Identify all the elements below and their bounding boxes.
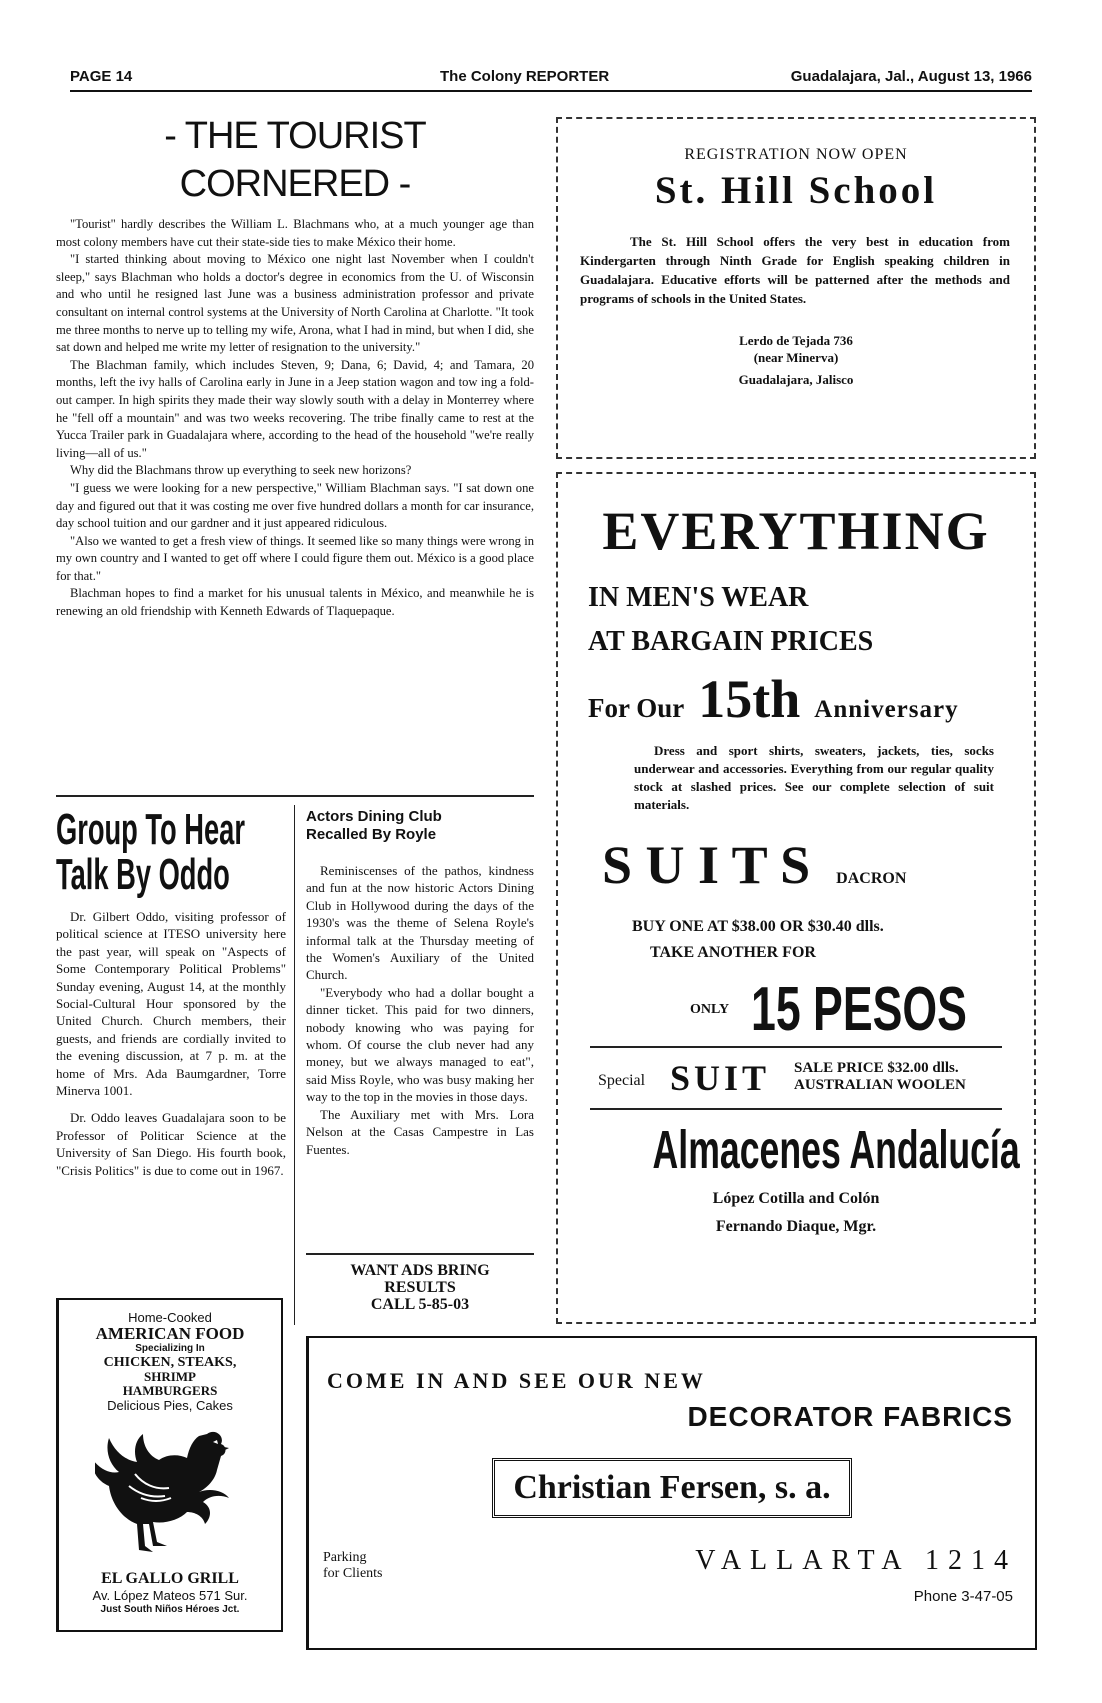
- anniversary-text: Anniversary: [814, 696, 959, 723]
- gallo-line: HAMBURGERS: [122, 1383, 218, 1398]
- oddo-headline-line: Talk By Oddo: [56, 850, 230, 899]
- australian-woolen-line: AUSTRALIAN WOOLEN: [794, 1077, 966, 1093]
- page-number: PAGE 14: [70, 68, 133, 85]
- gallo-address: Just South Niños Héroes Jct.: [100, 1604, 240, 1615]
- gallo-address: Av. López Mateos 571 Sur.: [92, 1588, 248, 1603]
- dateline: Guadalajara, Jal., August 13, 1966: [790, 68, 1032, 85]
- divider: [590, 1046, 1002, 1048]
- oddo-paragraph: Dr. Gilbert Oddo, visiting professor of political science at ITESO university here the past year, will speak on "Aspects of Some Contemporary Political Problems" Sunday evening, August 14, at the monthly Social-Cultural Hour sponsored by the United Church. Church members, their guests, and friends are cordially invited to the evening discussion, at 7 p. m. at the home of Mrs. Ada Baumgardner, Torre Minerva 1001.: [56, 909, 286, 1099]
- decorator-fabrics-line: DECORATOR FABRICS: [687, 1401, 1013, 1432]
- actors-headline-line: Recalled By Royle: [306, 826, 437, 843]
- tourist-paragraph: "I guess we were looking for a new perspective," William Blachman says. "I sat down one day and figured out that it was costing me over five hundred dollars a month for car insurance, day school tuition and our gardner and it just appeared ridiculous.: [56, 480, 534, 531]
- column-divider: [294, 805, 295, 1325]
- page-header: [70, 68, 1032, 92]
- school-address: (near Minerva): [753, 350, 839, 365]
- suit-heading: SUIT: [670, 1058, 771, 1098]
- actors-headline-line: Actors Dining Club: [306, 808, 442, 825]
- gallo-line: SHRIMP: [144, 1369, 196, 1384]
- fifteenth-text: 15th: [698, 669, 801, 729]
- andalucia-description: Dress and sport shirts, sweaters, jackets, ties, socks underwear and accessories. Everything from our regular quality stock at slashed prices. See our complete selection of suit materials.: [634, 743, 994, 812]
- divider: [590, 1108, 1002, 1110]
- everything-heading: EVERYTHING: [602, 501, 990, 561]
- oddo-article: [56, 805, 286, 1179]
- gallo-name: EL GALLO GRILL: [101, 1570, 239, 1587]
- newspaper-name: The Colony REPORTER: [440, 68, 610, 85]
- want-ads-line: WANT ADS BRING: [350, 1262, 490, 1279]
- registration-line: REGISTRATION NOW OPEN: [684, 146, 908, 163]
- for-our-text: For Our: [588, 693, 685, 723]
- actors-paragraph: The Auxiliary met with Mrs. Lora Nelson at the Casas Campestre in Las Fuentes.: [306, 1106, 534, 1157]
- take-another-line: TAKE ANOTHER FOR: [650, 944, 816, 961]
- want-ads-box: [306, 1262, 534, 1313]
- special-suit-line: [598, 1058, 1034, 1098]
- fersen-street: VALLARTA 1214: [695, 1545, 1017, 1576]
- only-label: ONLY: [690, 1002, 730, 1017]
- oddo-headline: [56, 805, 286, 900]
- parking-line: for Clients: [323, 1566, 383, 1581]
- gallo-line: AMERICAN FOOD: [95, 1324, 245, 1343]
- school-name: St. Hill School: [654, 169, 938, 212]
- tourist-paragraph: The Blachman family, which includes Steven, 9; Dana, 6; David, 4; and Tamara, 20 months, left the ivy halls of Carolina early in June in a Jeep station wagon and tow ing a fold-out camper. In high spirits they made their way slowly south with a delay in Monterrey where he "fell off a mountain" and was two weeks recovering. The tribe finally came to rest at the Yucca Trailer park in Guadalajara where, according to the head of the household "we're really living—all of us.": [56, 357, 534, 460]
- bargain-line: AT BARGAIN PRICES: [588, 626, 874, 657]
- fersen-phone: Phone 3-47-05: [913, 1588, 1013, 1605]
- want-ads-line: CALL 5-85-03: [370, 1296, 470, 1313]
- tourist-paragraph: "Tourist" hardly describes the William L. Blachmans who, at a much younger age than most colony members have cut their state-side ties to make México their home.: [56, 217, 534, 249]
- oddo-headline-line: Group To Hear: [56, 805, 245, 854]
- parking-line: Parking: [323, 1550, 367, 1565]
- school-description: The St. Hill School offers the very best in education from Kindergarten through Ninth Grade for English speaking children in Guadalajara. Educative efforts will be patterned after the methods and programs of schools in the United States.: [580, 234, 1010, 306]
- gallo-line: Delicious Pies, Cakes: [107, 1398, 233, 1413]
- pesos-heading: 15 PESOS: [751, 975, 968, 1044]
- tourist-headline: - THE TOURIST CORNERED -: [164, 115, 426, 205]
- rooster-icon: [95, 1424, 245, 1564]
- actors-paragraph: "Everybody who had a dollar bought a dinner ticket. This paid for two dinners, nobody knowing who was paying for whom. Of course the club never had any money, but we always managed to eat", said Miss Royle, who was busy making her way to the top in the movies in those days.: [306, 984, 534, 1105]
- store-name-wrap: [558, 1118, 1034, 1182]
- tourist-paragraph: "I started thinking about moving to México one night last November when I couldn't sleep," says Blachman who holds a doctor's degree in economics from the U. of Wisconsin and who until he resigned last June was a business administration professor and private consultant on internal control systems at the University of North Carolina at Charlotte. "It took me three months to nerve up to telling my wife, Arona, what I had in mind, but when I did, she sat down and helped me write my letter of resignation to the university.": [56, 252, 534, 355]
- actors-headline: [306, 808, 534, 844]
- suits-line: [602, 834, 1034, 895]
- buy-one-line: BUY ONE AT $38.00 OR $30.40 dlls.: [632, 918, 884, 935]
- mens-wear-line: IN MEN'S WEAR: [588, 582, 809, 613]
- come-in-line: COME IN AND SEE OUR NEW: [327, 1368, 706, 1393]
- fersen-name-wrap: [309, 1458, 1035, 1518]
- actors-article: [306, 808, 534, 1158]
- tourist-paragraph: Blachman hopes to find a market for his unusual talents in México, and meanwhile he is renewing an old friendship with Kenneth Edwards of Tlaquepaque.: [56, 586, 534, 619]
- store-name: Almacenes Andalucía: [652, 1120, 1020, 1180]
- sale-price-line: SALE PRICE $32.00 dlls.: [794, 1060, 959, 1076]
- anniversary-line: [588, 668, 1034, 728]
- gallo-line: CHICKEN, STEAKS,: [103, 1355, 237, 1370]
- dacron-label: DACRON: [836, 870, 907, 887]
- school-city: Guadalajara, Jalisco: [738, 372, 854, 387]
- pesos-line: [690, 975, 1034, 1044]
- fersen-ad: [306, 1336, 1037, 1650]
- tourist-paragraph: Why did the Blachmans throw up everything to seek new horizons?: [70, 463, 412, 478]
- school-address: Lerdo de Tejada 736: [739, 333, 853, 348]
- divider: [56, 795, 534, 797]
- want-ads-line: RESULTS: [384, 1279, 456, 1296]
- oddo-paragraph: Dr. Oddo leaves Guadalajara soon to be Professor of Politicar Science at the University of San Diego. His fourth book, "Crisis Politics" is due to come out in 1967.: [56, 1110, 286, 1178]
- suits-heading: S U I T S: [602, 835, 811, 895]
- gallo-line: Home-Cooked: [128, 1310, 212, 1325]
- fersen-name: Christian Fersen, s. a.: [492, 1458, 851, 1518]
- special-label: Special: [598, 1072, 646, 1089]
- st-hill-school-ad: [556, 117, 1036, 459]
- el-gallo-ad: [56, 1298, 283, 1632]
- actors-paragraph: Reminiscenses of the pathos, kindness and fun at the now historic Actors Dining Club in Hollywood during the days of the 1930's was the theme of Selena Royle's informal talk at the Thursday meeting of the Women's Auxiliary of the United Church.: [306, 863, 534, 983]
- parking-note: [323, 1550, 383, 1582]
- andalucia-ad: [556, 472, 1036, 1324]
- gallo-line: Specializing In: [135, 1343, 205, 1354]
- tourist-paragraph: "Also we wanted to get a fresh view of things. It seemed like so many things were wrong in my own country and I wanted to get off where I could figure them out. México is a good place for that.": [56, 533, 534, 583]
- store-address: López Cotilla and Colón: [712, 1190, 880, 1207]
- tourist-article: [56, 112, 534, 621]
- store-manager: Fernando Diaque, Mgr.: [715, 1218, 877, 1235]
- divider: [306, 1253, 534, 1255]
